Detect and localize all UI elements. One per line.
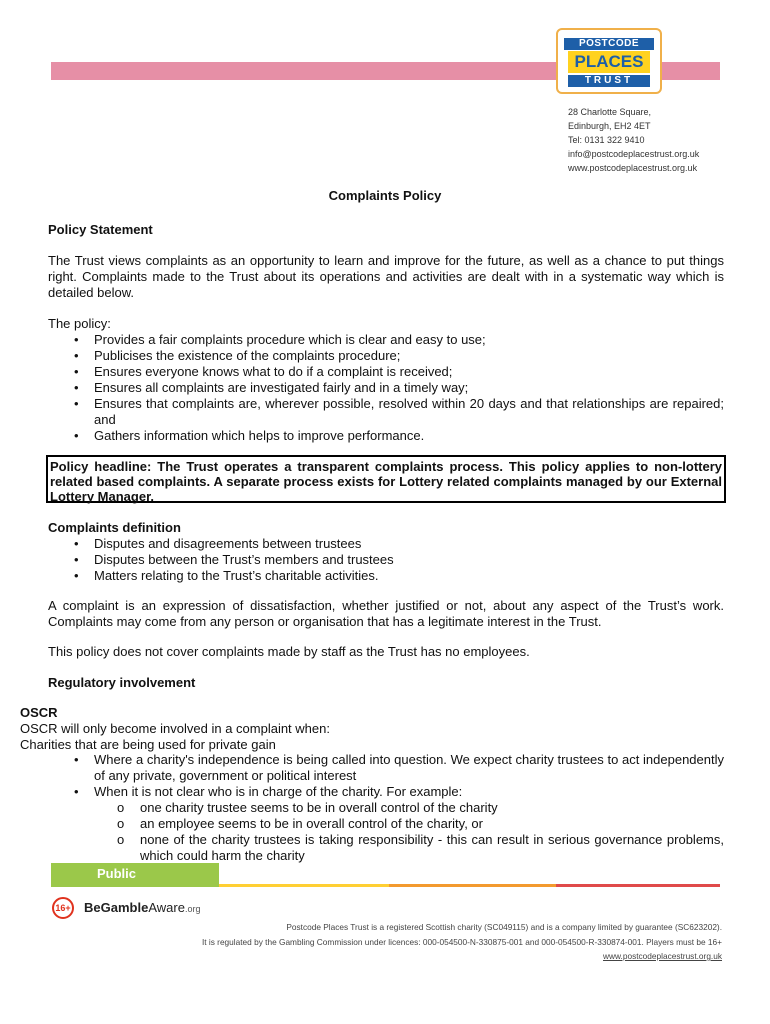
footer-charity-info: Postcode Places Trust is a registered Scottish charity (SC049115) and is a company limited by guarantee (SC623202). [286, 922, 722, 932]
policy-statement-heading: Policy Statement [48, 222, 153, 237]
footer-stripe-yellow [219, 884, 389, 887]
address-block [568, 105, 699, 175]
logo-line-3: TRUST [568, 75, 650, 87]
list-item: • Where a charity's independence is being called into question. We expect charity trustees to act independently of any private, government or political interest [48, 752, 724, 784]
address-website[interactable]: www.postcodeplacestrust.org.uk [568, 163, 698, 173]
list-item: • Provides a fair complaints procedure which is clear and easy to use; [48, 332, 724, 348]
list-item: • Matters relating to the Trust’s charitable activities. [48, 568, 724, 584]
bga-text-2: Aware [148, 900, 185, 915]
footer-stripe-orange [389, 884, 556, 887]
postcode-places-trust-logo [556, 28, 662, 94]
staff-exclusion-text: This policy does not cover complaints made by staff as the Trust has no employees. [48, 644, 530, 659]
list-item: • Gathers information which helps to improve performance. [48, 428, 724, 444]
oscr-sub-list [94, 800, 724, 864]
list-item: • Publicises the existence of the complaints procedure; [48, 348, 724, 364]
footer-stripe-red [556, 884, 720, 887]
oscr-heading: OSCR [20, 705, 58, 720]
classification-text: Public [97, 866, 137, 881]
sub-list-item: o one charity trustee seems to be in overall control of the charity [94, 800, 724, 816]
policy-intro: The policy: [48, 316, 111, 331]
list-item: • Ensures all complaints are investigated fairly and in a timely way; [48, 380, 724, 396]
complaint-definition-text: A complaint is an expression of dissatisfaction, whether justified or not, about any aspect of the Trust’s work. Complaints may come from any person or organisation that has a legitimate interest in the Trust. [48, 598, 724, 629]
list-item: • Disputes between the Trust’s members and trustees [48, 552, 724, 568]
list-item: • Ensures that complaints are, wherever possible, resolved within 20 days and that relationships are repaired; and [48, 396, 724, 428]
bga-text-3: .org [184, 904, 201, 914]
age-restriction-icon: 16+ [52, 897, 74, 919]
sub-list-item: o an employee seems to be in overall control of the charity, or [94, 816, 724, 832]
footer-website-link[interactable]: www.postcodeplacestrust.org.uk [603, 951, 722, 961]
address-street: 28 Charlotte Square, [568, 107, 652, 117]
policy-bullet-list [48, 332, 724, 444]
address-phone: Tel: 0131 322 9410 [568, 135, 645, 145]
list-item [48, 784, 724, 864]
regulatory-heading: Regulatory involvement [48, 675, 196, 690]
bga-text-1: BeGamble [84, 900, 149, 915]
address-email[interactable]: info@postcodeplacestrust.org.uk [568, 149, 700, 159]
list-item-text: When it is not clear who is in charge of the charity. For example: [94, 784, 463, 799]
footer-licence-info: It is regulated by the Gambling Commission under licences: 000-054500-N-330875-001 and 000-054500-R-330874-001. Players must be 16+ [201, 937, 722, 947]
list-item: • Ensures everyone knows what to do if a complaint is received; [48, 364, 724, 380]
oscr-line-1: OSCR will only become involved in a complaint when: [20, 721, 330, 736]
begambleaware-logo[interactable] [84, 900, 200, 915]
oscr-bullet-list [48, 752, 724, 864]
logo-line-1: POSTCODE [564, 38, 654, 50]
list-item: • Disputes and disagreements between trustees [48, 536, 724, 552]
definition-heading: Complaints definition [48, 520, 181, 535]
page-title: Complaints Policy [328, 188, 442, 203]
sub-list-item: o none of the charity trustees is taking responsibility - this can result in serious governance problems, which could harm the charity [94, 832, 724, 864]
classification-label [51, 863, 219, 887]
policy-statement-text: The Trust views complaints as an opportunity to learn and improve for the future, as well as a chance to put things right. Complaints made to the Trust about its operations and activities are dealt with in a systematic way which is detailed below. [48, 253, 724, 300]
address-city: Edinburgh, EH2 4ET [568, 121, 651, 131]
policy-headline-box: Policy headline: The Trust operates a transparent complaints process. This policy applies to non-lottery related based complaints. A separate process exists for Lottery related complaints managed by our External Lottery Manager. [46, 455, 726, 503]
logo-line-2: PLACES [568, 51, 650, 73]
definition-bullet-list [48, 536, 724, 584]
oscr-line-2: Charities that are being used for private gain [20, 737, 276, 752]
